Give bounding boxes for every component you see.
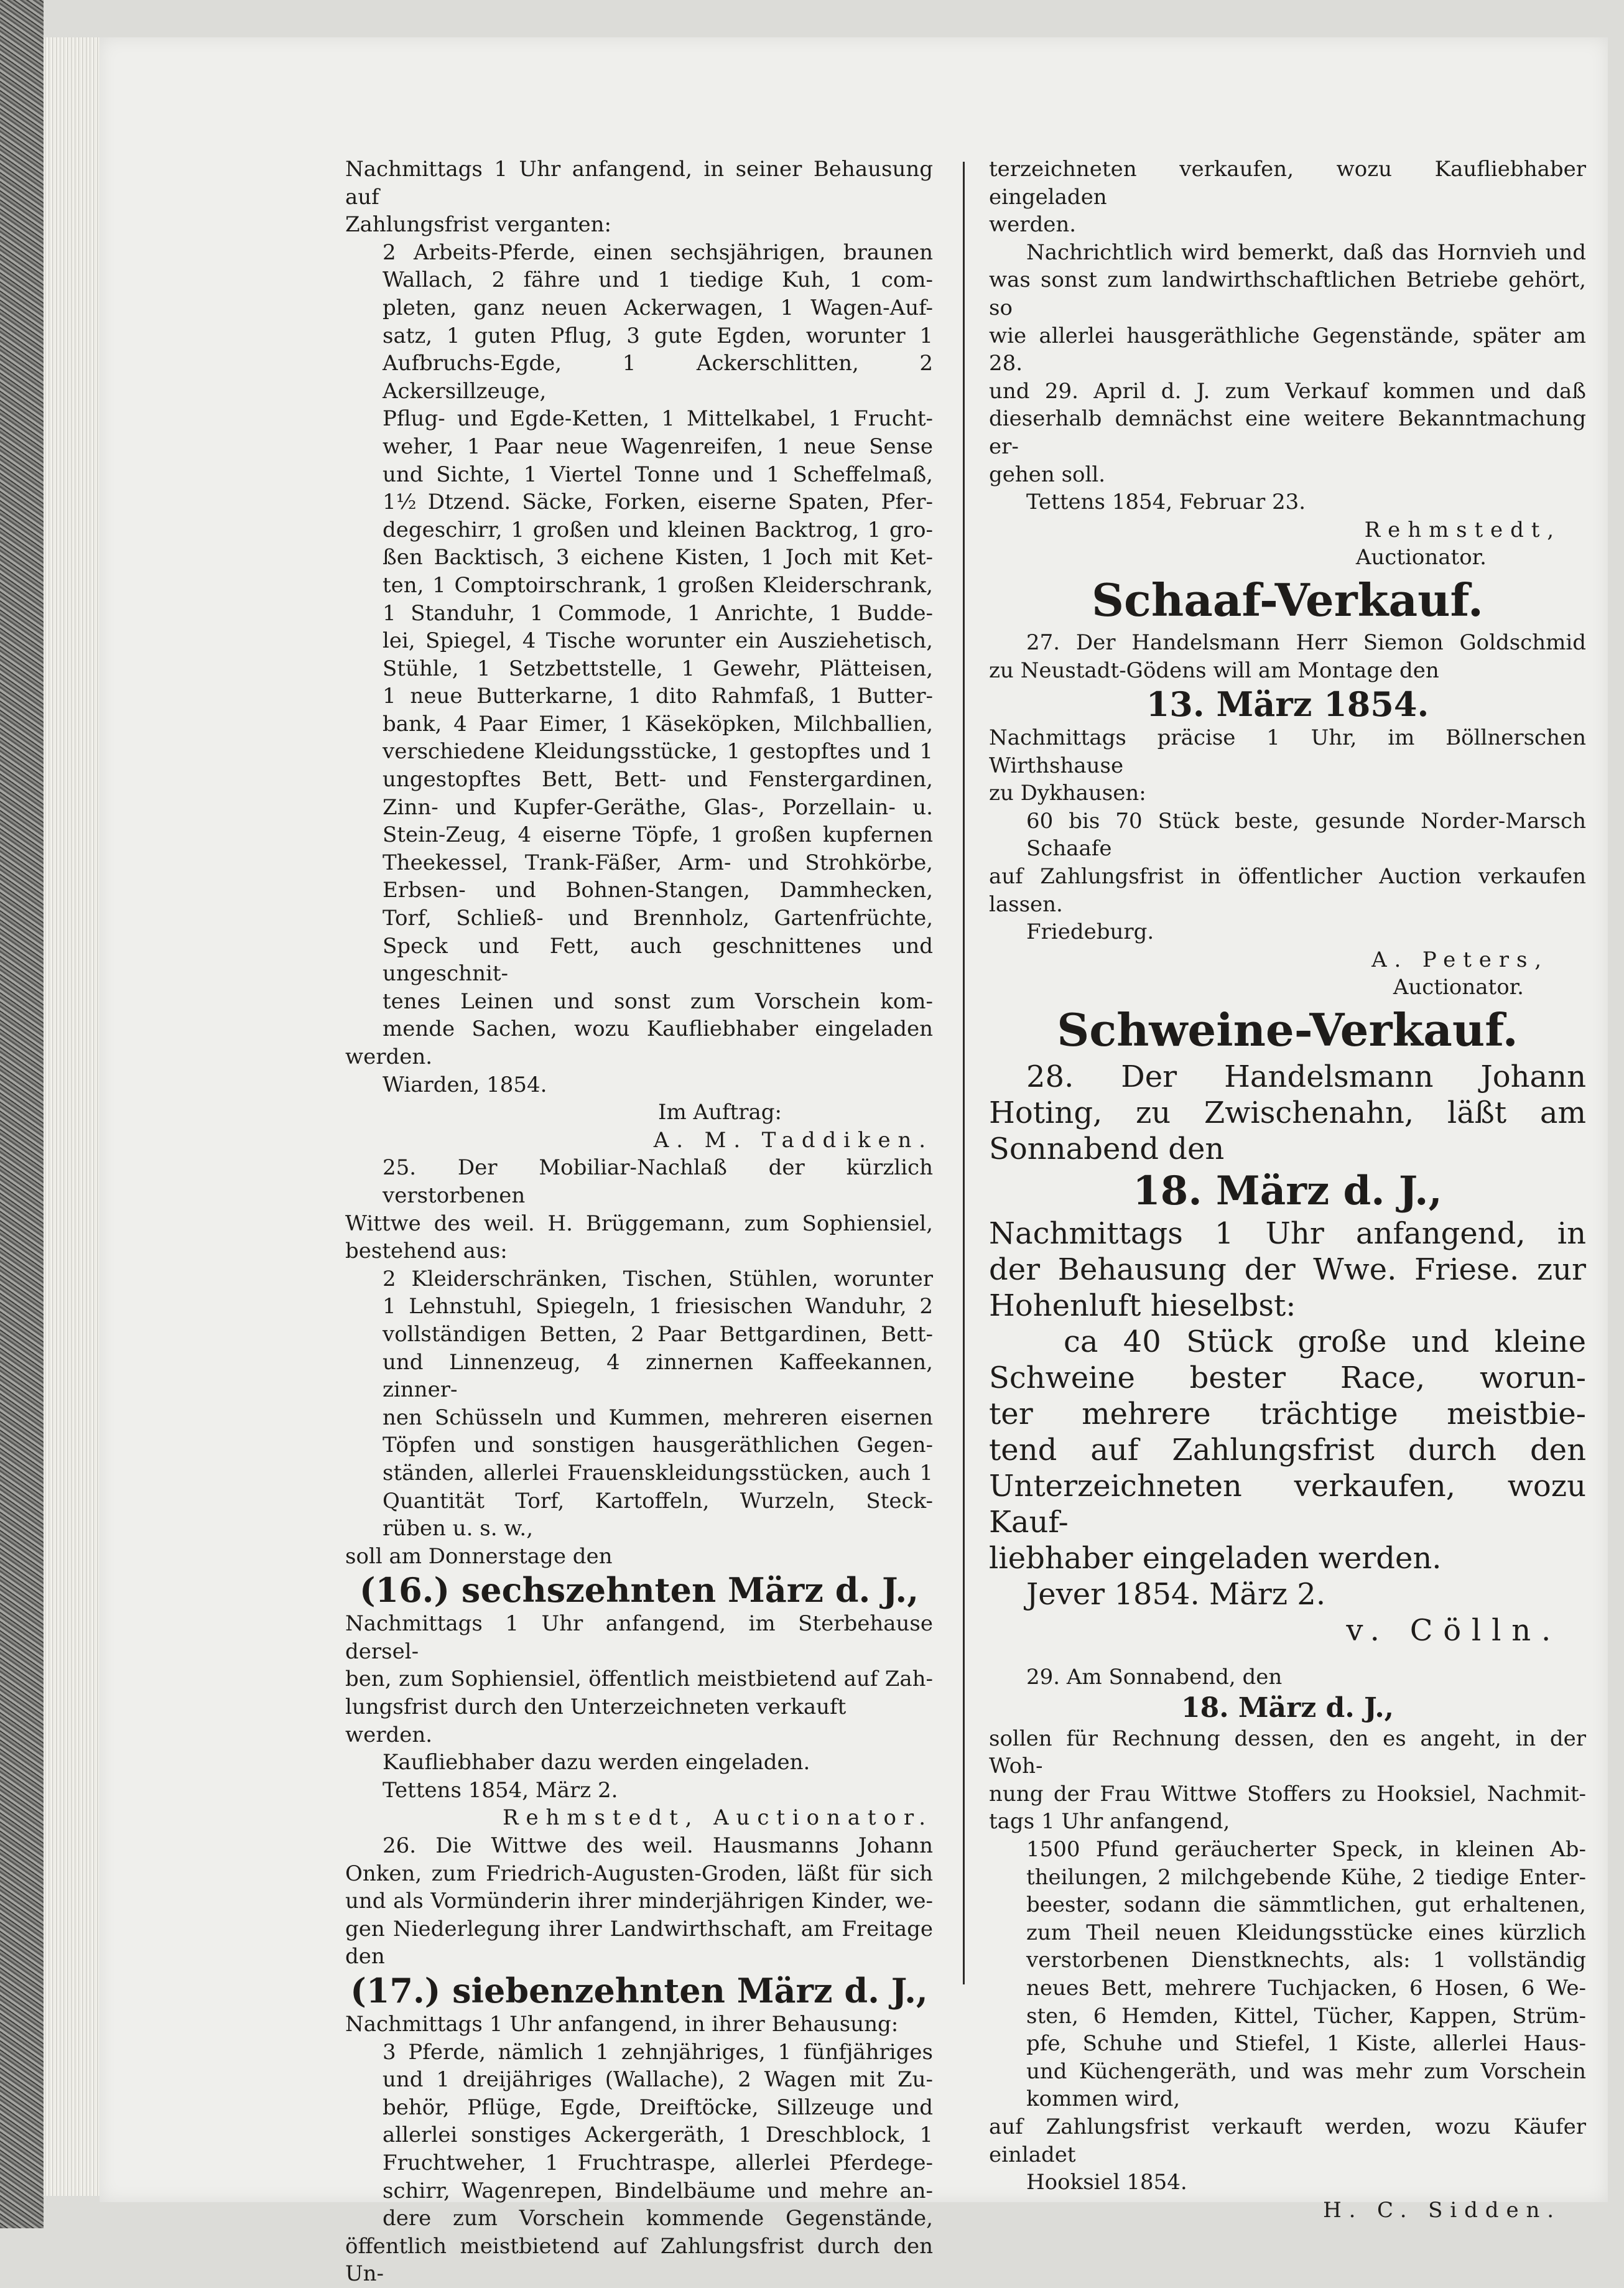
text-line: Quantität Torf, Kartoffeln, Wurzeln, Steck-: [383, 1488, 933, 1514]
text-line: gehen soll.: [989, 462, 1106, 487]
text-line: Unterzeichneten verkaufen, wozu Kauf-: [989, 1469, 1586, 1540]
text-line: soll am Donnerstage den: [345, 1543, 613, 1569]
text-line: 26. Die Wittwe des weil. Hausmanns Johann: [383, 1833, 933, 1859]
book-spine-edge: [0, 0, 44, 2228]
right-column: [989, 156, 1586, 2224]
text-line: und als Vormünderin ihrer minderjährigen Kinder, we-: [345, 1889, 933, 1914]
text-line: terzeichneten verkaufen, wozu Kaufliebhaber eingeladen: [989, 157, 1586, 210]
text-line: Aufbruchs-Egde, 1 Ackerschlitten, 2 Ackersillzeuge,: [383, 351, 933, 404]
text-line: 1½ Dtzend. Säcke, Forken, eiserne Spaten, Pfer-: [383, 490, 933, 515]
auction-date-27: 13. März 1854.: [1146, 684, 1429, 725]
text-line: lungsfrist durch den Unterzeichneten verkauft werden.: [345, 1695, 847, 1747]
text-line: 3 Pferde, nämlich 1 zehnjähriges, 1 fünfjähriges: [383, 2039, 933, 2065]
text-line: nung der Frau Wittwe Stoffers zu Hooksiel, Nachmit-: [989, 1781, 1586, 1807]
text-line: theilungen, 2 milchgebende Kühe, 2 tiedige Enter-: [1026, 1864, 1586, 1890]
text-line: Hoting, zu Zwischenahn, läßt am: [989, 1095, 1586, 1131]
text-line: schirr, Wagenrepen, Bindelbäume und mehre an-: [383, 2178, 933, 2203]
text-line: was sonst zum landwirthschaftlichen Betriebe gehört, so: [989, 267, 1586, 320]
text-line: 27. Der Handelsmann Herr Siemon Goldschmid: [1026, 630, 1586, 655]
place-date: Jever 1854. März 2.: [1026, 1577, 1326, 1612]
text-line: Schaafe: [1026, 836, 1112, 862]
auction-date-28: 18. März d. J.,: [1133, 1168, 1442, 1215]
signature: A. M. Taddiken.: [653, 1127, 933, 1153]
text-line: liebhaber eingeladen werden.: [989, 1541, 1442, 1576]
text-line: ca 40 Stück große und kleine: [1064, 1324, 1586, 1360]
text-line: und 29. April d. J. zum Verkauf kommen und daß: [989, 378, 1586, 404]
signature: v. Cölln.: [1346, 1613, 1561, 1649]
text-line: bank, 4 Paar Eimer, 1 Käseköpken, Milchballien,: [383, 711, 933, 737]
item-list-2: [345, 1265, 933, 1515]
page-edges: [44, 37, 100, 2196]
place-date: Hooksiel 1854.: [1026, 2170, 1187, 2195]
place-date: Tettens 1854, März 2.: [383, 1777, 618, 1803]
text-line: auf Zahlungsfrist in öffentlicher Auction verkaufen lassen.: [989, 864, 1586, 917]
signature: Rehmstedt, Auctionator.: [503, 1805, 933, 1831]
text-line: mende Sachen, wozu Kaufliebhaber eingeladen: [383, 1016, 933, 1042]
signature: A. Peters,: [1371, 947, 1549, 972]
text-line: zu Dykhausen:: [989, 781, 1146, 806]
text-line: sollen für Rechnung dessen, den es angeht, in der Woh-: [989, 1726, 1586, 1779]
text-line: pfe, Schuhe und Stiefel, 1 Kiste, allerlei Haus-: [1026, 2031, 1586, 2057]
place-date: Friedeburg.: [1026, 919, 1154, 945]
text-line: ben, zum Sophiensiel, öffentlich meistbietend auf Zah-: [345, 1667, 933, 1692]
text-line: werden.: [345, 1044, 433, 1069]
text-line: ungestopftes Bett, Bett- und Fenstergardinen,: [383, 767, 933, 793]
text-line: Zinn- und Kupfer-Geräthe, Glas-, Porzellain- u.: [383, 794, 933, 820]
text-line: und Sichte, 1 Viertel Tonne und 1 Scheffelmaß,: [383, 462, 933, 487]
text-line: tags 1 Uhr anfangend,: [989, 1809, 1230, 1835]
text-line: gen Niederlegung ihrer Landwirthschaft, am Freitage den: [345, 1916, 933, 1969]
text-line: Schweine bester Race, worun-: [989, 1360, 1586, 1396]
text-line: Erbsen- und Bohnen-Stangen, Dammhecken,: [383, 878, 933, 903]
text-line: tend auf Zahlungsfrist durch den: [989, 1433, 1586, 1468]
signature: Rehmstedt,: [1364, 517, 1561, 542]
text-line: Hohenluft hieselbst:: [989, 1288, 1296, 1324]
text-line: Nachmittags 1 Uhr anfangend, in seiner Behausung auf: [345, 157, 933, 210]
text-line: auf Zahlungsfrist verkauft werden, wozu Käufer einladet: [989, 2114, 1586, 2167]
text-line: Theekessel, Trank-Fäßer, Arm- und Strohkörbe,: [383, 850, 933, 875]
text-line: ten, 1 Comptoirschrank, 1 großen Kleiderschrank,: [383, 572, 933, 598]
text-line: der Behausung der Wwe. Friese. zur: [989, 1252, 1586, 1288]
text-line: sten, 6 Hemden, Kittel, Tücher, Kappen, Strüm-: [1026, 2003, 1586, 2029]
text-line: Pflug- und Egde-Ketten, 1 Mittelkabel, 1 Frucht-: [383, 406, 933, 432]
text-line: Onken, zum Friedrich-Augusten-Groden, läßt für sich: [345, 1861, 933, 1886]
text-line: allerlei sonstiges Ackergeräth, 1 Dreschblock, 1: [383, 2123, 933, 2148]
text-line: pleten, ganz neuen Ackerwagen, 1 Wagen-Auf-: [383, 295, 933, 320]
text-line: lei, Spiegel, 4 Tische worunter ein Ausziehetisch,: [383, 628, 933, 654]
text-line: Stühle, 1 Setzbettstelle, 1 Gewehr, Plätteisen,: [383, 656, 933, 681]
text-line: Nachmittags 1 Uhr anfangend, in ihrer Behausung:: [345, 2012, 899, 2037]
text-line: dieserhalb demnächst eine weitere Bekanntmachung er-: [989, 406, 1586, 459]
text-line: Nachmittags 1 Uhr anfangend, im Sterbehause dersel-: [345, 1611, 933, 1664]
text-line: wie allerlei hausgeräthliche Gegenstände, später am 28.: [989, 323, 1586, 376]
text-line: Torf, Schließ- und Brennholz, Gartenfrüchte,: [383, 906, 933, 931]
text-line: 1500 Pfund geräucherter Speck, in kleinen Ab-: [1026, 1837, 1586, 1862]
text-line: 29. Am Sonnabend, den: [1026, 1665, 1283, 1690]
item-list-1: [345, 239, 933, 1043]
text-line: bestehend aus:: [345, 1239, 508, 1264]
text-line: Sonnabend den: [989, 1132, 1225, 1167]
text-line: ter mehrere trächtige meistbie-: [989, 1397, 1586, 1432]
text-line: satz, 1 guten Pflug, 3 gute Egden, worunter 1: [383, 323, 933, 348]
text-line: Nachrichtlich wird bemerkt, daß das Hornvieh und: [1026, 239, 1586, 265]
text-line: behör, Pflüge, Egde, Dreiftöcke, Sillzeuge und: [383, 2095, 933, 2120]
text-line: 1 Standuhr, 1 Commode, 1 Anrichte, 1 Budde-: [383, 600, 933, 626]
text-line: kommen wird,: [1026, 2086, 1181, 2112]
text-line: Wittwe des weil. H. Brüggemann, zum Sophiensiel,: [345, 1211, 933, 1236]
signature-title: Auctionator.: [1393, 975, 1524, 1000]
text-line: und 1 dreijähriges (Wallache), 2 Wagen mit Zu-: [383, 2067, 933, 2093]
text-line: tenes Leinen und sonst zum Vorschein kom-: [383, 988, 933, 1014]
text-line: 2 Kleiderschränken, Tischen, Stühlen, worunter: [383, 1266, 933, 1291]
text-line: und Küchengeräth, und was mehr zum Vorschein: [1026, 2058, 1586, 2084]
text-line: neues Bett, mehrere Tuchjacken, 6 Hosen, 6 We-: [1026, 1975, 1586, 2001]
signature-title: Auctionator.: [1355, 545, 1487, 570]
auction-date-16: (16.) sechszehnten März d. J.,: [359, 1570, 919, 1611]
text-line: Fruchtweher, 1 Fruchtraspe, allerlei Pferdege-: [383, 2150, 933, 2175]
text-line: verstorbenen Dienstknechts, als: 1 vollständig: [1026, 1948, 1586, 1973]
left-column: [345, 156, 933, 2288]
place-date: Tettens 1854, Februar 23.: [1026, 490, 1306, 515]
text-line: degeschirr, 1 großen und kleinen Backtrog, 1 gro-: [383, 517, 933, 542]
text-line: vollständigen Betten, 2 Paar Bettgardinen, Bett-: [383, 1321, 933, 1347]
text-line: 25. Der Mobiliar-Nachlaß der kürzlich verstorbenen: [383, 1155, 933, 1208]
heading-schweine-verkauf: Schweine-Verkauf.: [1057, 1003, 1518, 1057]
text-line: dere zum Vorschein kommende Gegenstände,: [383, 2206, 933, 2231]
text-line: Wallach, 2 fähre und 1 tiedige Kuh, 1 com-: [383, 267, 933, 293]
text-line: beester, sodann die sämmtlichen, gut erhaltenen,: [1026, 1892, 1586, 1918]
place-date: Wiarden, 1854.: [383, 1072, 547, 1097]
item-list-29: [989, 1836, 1586, 2085]
text-line: ständen, allerlei Frauenskleidungsstücken, auch 1: [383, 1460, 933, 1486]
text-line: Nachmittags 1 Uhr anfangend, in: [989, 1216, 1586, 1252]
text-line: Stein-Zeug, 4 eiserne Töpfe, 1 großen kupfernen: [383, 822, 933, 848]
column-divider: [963, 162, 965, 1984]
text-line: ßen Backtisch, 3 eichene Kisten, 1 Joch mit Ket-: [383, 545, 933, 570]
heading-schaaf-verkauf: Schaaf-Verkauf.: [1092, 573, 1483, 626]
text-line: 1 neue Butterkarne, 1 dito Rahmfaß, 1 Butter-: [383, 684, 933, 709]
text-line: verschiedene Kleidungsstücke, 1 gestopftes und 1: [383, 739, 933, 765]
text-line: Töpfen und sonstigen hausgeräthlichen Gegen-: [383, 1433, 933, 1458]
text-line: 2 Arbeits-Pferde, einen sechsjährigen, braunen: [383, 239, 933, 265]
text-line: nen Schüsseln und Kummen, mehreren eisernen: [383, 1405, 933, 1430]
text-line: rüben u. s. w.,: [383, 1516, 534, 1542]
auftrag-label: Im Auftrag:: [658, 1100, 782, 1125]
text-line: zum Theil neuen Kleidungsstücke eines kürzlich: [1026, 1920, 1586, 1945]
auction-date-17: (17.) siebenzehnten März d. J.,: [350, 1971, 928, 2011]
text-line: zu Neustadt-Gödens will am Montage den: [989, 658, 1439, 683]
text-line: Nachmittags präcise 1 Uhr, im Böllnerschen Wirthshause: [989, 725, 1586, 778]
text-line: öffentlich meistbietend auf Zahlungsfrist durch den Un-: [345, 2233, 933, 2287]
text-line: weher, 1 Paar neue Wagenreifen, 1 neue Sense: [383, 434, 933, 459]
text-line: 60 bis 70 Stück beste, gesunde Norder-Marsch: [1026, 808, 1586, 834]
signature: H. C. Sidden.: [1323, 2197, 1561, 2223]
text-line: Zahlungsfrist verganten:: [345, 212, 611, 238]
notice-28: [989, 1059, 1586, 1649]
item-list-3: [345, 2039, 933, 2233]
text-line: 1 Lehnstuhl, Spiegeln, 1 friesischen Wanduhr, 2: [383, 1294, 933, 1319]
text-line: und Linnenzeug, 4 zinnernen Kaffeekannen, zinner-: [383, 1349, 933, 1403]
text-line: Kaufliebhaber dazu werden eingeladen.: [383, 1750, 810, 1775]
text-line: werden.: [989, 212, 1077, 238]
auction-date-29: 18. März d. J.,: [1181, 1691, 1394, 1724]
text-line: 28. Der Handelsmann Johann: [1026, 1059, 1586, 1095]
text-line: Speck und Fett, auch geschnittenes und ungeschnit-: [383, 933, 933, 987]
